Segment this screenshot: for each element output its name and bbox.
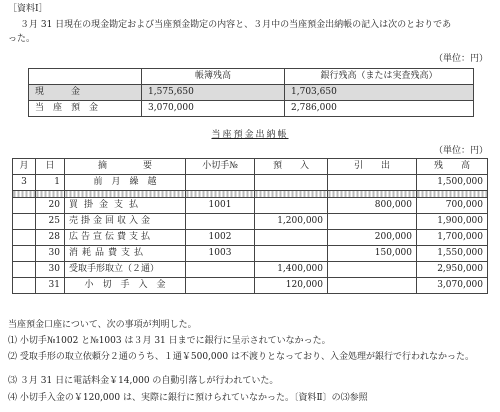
ledger-balance: 3,070,000 bbox=[417, 278, 488, 294]
ledger-title: 当座預金出納帳 bbox=[211, 130, 289, 140]
ledger-check: 1003 bbox=[186, 246, 255, 262]
ledger-unit-label: （単位：円） bbox=[433, 146, 488, 156]
ledger-withdraw: 800,000 bbox=[328, 198, 417, 214]
ledger-desc: 小 切 手 入 金 bbox=[65, 278, 186, 294]
summary-table bbox=[28, 68, 474, 117]
ledger-table bbox=[12, 158, 488, 294]
ledger-balance: 1,500,000 bbox=[417, 175, 488, 191]
summary-unit-label: （単位：円） bbox=[433, 54, 488, 64]
summary-book-value: 3,070,000 bbox=[142, 101, 285, 117]
ledger-deposit: 120,000 bbox=[255, 278, 328, 294]
ledger-withdraw bbox=[328, 262, 417, 278]
ledger-balance: 700,000 bbox=[417, 198, 488, 214]
summary-book-value: 1,575,650 bbox=[142, 85, 285, 101]
ledger-header-deposit: 預 入 bbox=[255, 159, 328, 175]
ledger-withdraw bbox=[328, 278, 417, 294]
note-text: 小切手№1002 と№1003 は３月 31 日までに銀行に呈示されていなかった。 bbox=[19, 336, 331, 346]
note-text: ３月 31 日に電話料金￥14,000 の自動引落しが行われていた。 bbox=[19, 376, 279, 386]
ledger-desc: 買掛金支払 bbox=[65, 198, 186, 214]
note-text: 小切手入金の￥120,000 は、実際に銀行に預けられていなかった。〔資料Ⅱ〕の⑶参照 bbox=[19, 393, 368, 403]
note-number: ⑷ bbox=[8, 393, 18, 403]
table-row bbox=[13, 278, 488, 294]
ledger-withdraw bbox=[328, 175, 417, 191]
ledger-deposit bbox=[255, 198, 328, 214]
summary-label: 現 金 bbox=[29, 85, 142, 101]
ledger-desc: 広告宣伝費支払 bbox=[65, 230, 186, 246]
note-item bbox=[8, 336, 331, 348]
ledger-desc: 前 月 繰 越 bbox=[65, 175, 186, 191]
ledger-header-desc: 摘 要 bbox=[65, 159, 186, 175]
ledger-withdraw bbox=[328, 214, 417, 230]
ledger-deposit bbox=[255, 246, 328, 262]
ledger-day: 20 bbox=[36, 198, 65, 214]
table-row bbox=[13, 246, 488, 262]
ledger-header-row bbox=[13, 159, 488, 175]
ledger-day: 1 bbox=[36, 175, 65, 191]
note-number: ⑵ bbox=[8, 352, 18, 362]
summary-row-cash bbox=[29, 85, 474, 101]
ledger-header-check: 小切手№ bbox=[186, 159, 255, 175]
summary-header-blank bbox=[29, 69, 142, 85]
note-item bbox=[8, 393, 368, 405]
ledger-day: 30 bbox=[36, 246, 65, 262]
ledger-header-month: 月 bbox=[13, 159, 36, 175]
ledger-header-day: 日 bbox=[36, 159, 65, 175]
ledger-balance: 1,900,000 bbox=[417, 214, 488, 230]
ledger-balance: 2,950,000 bbox=[417, 262, 488, 278]
table-row bbox=[13, 198, 488, 214]
ledger-header-balance: 残 高 bbox=[417, 159, 488, 175]
ledger-desc: 消耗品費支払 bbox=[65, 246, 186, 262]
section-heading: ［資料Ⅰ］ bbox=[8, 4, 48, 14]
summary-header-row bbox=[29, 69, 474, 85]
ledger-header-withdraw: 引 出 bbox=[328, 159, 417, 175]
intro-line-2: った。 bbox=[8, 34, 36, 44]
note-number: ⑴ bbox=[8, 336, 18, 346]
ledger-check bbox=[186, 175, 255, 191]
note-item bbox=[8, 352, 474, 364]
ledger-balance: 1,700,000 bbox=[417, 230, 488, 246]
note-number: ⑶ bbox=[8, 376, 18, 386]
ledger-check bbox=[186, 278, 255, 294]
note-item bbox=[8, 376, 278, 388]
ledger-check: 1001 bbox=[186, 198, 255, 214]
ledger-desc: 受取手形取立（２通） bbox=[65, 262, 186, 278]
ledger-deposit bbox=[255, 230, 328, 246]
summary-bank-value: 1,703,650 bbox=[285, 85, 474, 101]
ledger-check bbox=[186, 214, 255, 230]
ledger-day: 31 bbox=[36, 278, 65, 294]
ledger-desc: 売掛金回収入金 bbox=[65, 214, 186, 230]
ledger-omission-row bbox=[13, 191, 488, 198]
note-text: 受取手形の取立依頼分２通のうち、１通￥500,000 は不渡りとなっており、入金処理が銀行で行われなかった。 bbox=[19, 352, 474, 362]
ledger-withdraw: 200,000 bbox=[328, 230, 417, 246]
ledger-balance: 1,550,000 bbox=[417, 246, 488, 262]
ledger-day: 28 bbox=[36, 230, 65, 246]
ledger-row-carryover bbox=[13, 175, 488, 191]
table-row bbox=[13, 214, 488, 230]
summary-bank-value: 2,786,000 bbox=[285, 101, 474, 117]
table-row bbox=[13, 262, 488, 278]
ledger-check: 1002 bbox=[186, 230, 255, 246]
notes-intro: 当座預金口座について、次の事項が判明した。 bbox=[8, 320, 197, 330]
ledger-deposit: 1,400,000 bbox=[255, 262, 328, 278]
ledger-check bbox=[186, 262, 255, 278]
ledger-day: 30 bbox=[36, 262, 65, 278]
ledger-withdraw: 150,000 bbox=[328, 246, 417, 262]
ledger-deposit: 1,200,000 bbox=[255, 214, 328, 230]
table-row bbox=[13, 230, 488, 246]
summary-header-bank: 銀行残高（または実査残高） bbox=[285, 69, 474, 85]
ledger-deposit bbox=[255, 175, 328, 191]
ledger-day: 25 bbox=[36, 214, 65, 230]
summary-row-checking bbox=[29, 101, 474, 117]
summary-label: 当 座 預 金 bbox=[29, 101, 142, 117]
summary-header-book: 帳簿残高 bbox=[142, 69, 285, 85]
ledger-month: 3 bbox=[13, 175, 36, 191]
intro-line-1: ３月 31 日現在の現金勘定および当座預金勘定の内容と、３月中の当座預金出納帳の記入は次のとおりであ bbox=[20, 20, 452, 30]
